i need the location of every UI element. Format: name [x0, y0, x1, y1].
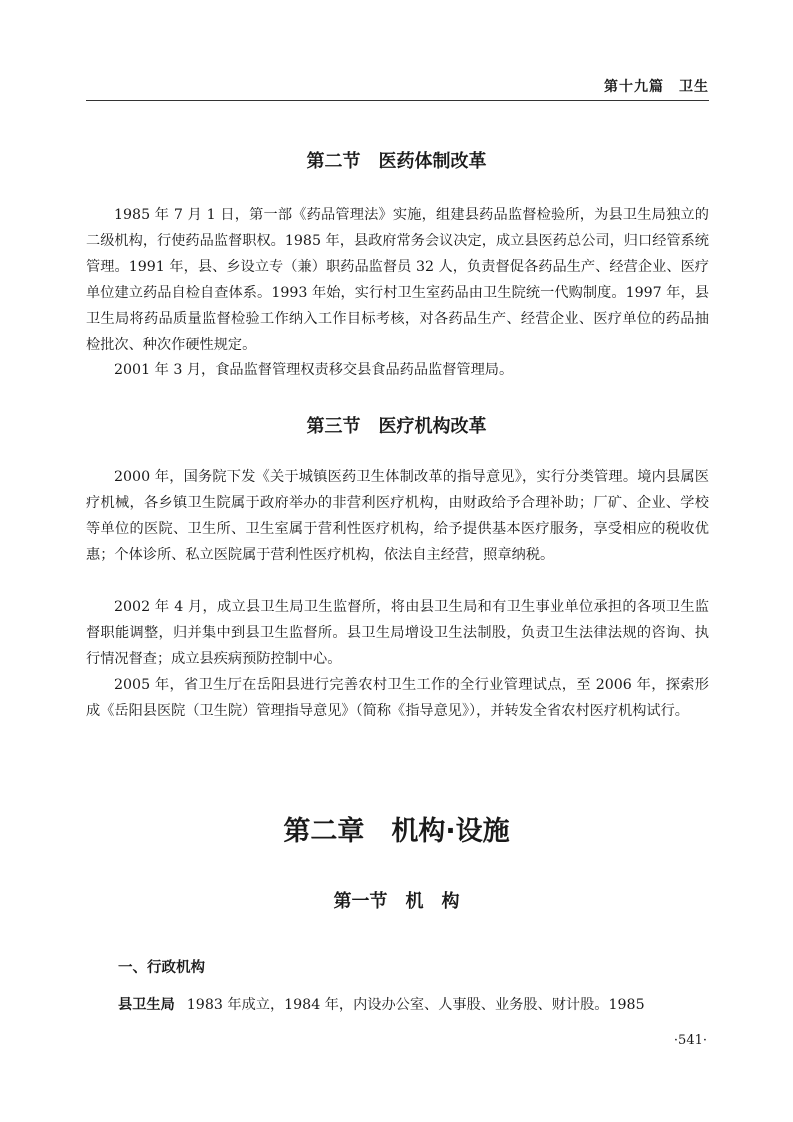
header-title: 第十九篇 卫生 [604, 79, 709, 95]
paragraph: 2002 年 4 月，成立县卫生局卫生监督所，将由县卫生局和有卫生事业单位承担的各项卫生监督职能调整，归并集中到县卫生监督所。县卫生局增设卫生法制股，负责卫生法律法规的咨询、执行情况督查；成立县疾病预防控制中心。 [86, 599, 709, 667]
paragraph: 2005 年，省卫生厅在岳阳县进行完善农村卫生工作的全行业管理试点，至 2006 年，探索形成《岳阳县医院（卫生院）管理指导意见》（简称《指导意见》），并转发全省农村医疗机构试行。 [86, 677, 709, 719]
lead-label: 县卫生局 [118, 997, 175, 1013]
page-number: ·541· [673, 1033, 707, 1048]
running-header [86, 72, 709, 101]
subheading: 一、行政机构 [118, 960, 205, 976]
section-title-3: 第三节 医疗机构改革 [306, 416, 487, 437]
paragraph: 1985 年 7 月 1 日，第一部《药品管理法》实施，组建县药品监督检验所，为县卫生局独立的二级机构，行使药品监督职权。1985 年，县政府常务会议决定，成立县医药总公司，归口经管系统管理。1991 年，县、乡设立专（兼）职药品监督员 32 人，负责督促各药品生产、经营企业、医疗单位建立药品自检自查体系。1993 年始，实行村卫生室药品由卫生院统一代购制度。1997 年，县卫生局将药品质量监督检验工作纳入工作目标考核，对各药品生产、经营企业、医疗单位的药品抽检批次、种次作硬性规定。 [86, 207, 709, 353]
lead-paragraph [86, 993, 709, 1019]
chapter-title: 第二章 机构·设施 [283, 816, 510, 847]
paragraph: 2000 年，国务院下发《关于城镇医药卫生体制改革的指导意见》，实行分类管理。境内县属医疗机械，各乡镇卫生院属于政府举办的非营利医疗机构，由财政给予合理补助；厂矿、企业、学校等单位的医院、卫生所、卫生室属于营利性医疗机构，给予提供基本医疗服务，享受相应的税收优惠；个体诊所、私立医院属于营利性医疗机构，依法自主经营，照章纳税。 [86, 469, 709, 563]
lead-text: 1983 年成立，1984 年，内设办公室、人事股、业务股、财计股。1985 [186, 997, 645, 1013]
section-title-1: 第一节 机 构 [333, 891, 460, 912]
section-title-2: 第二节 医药体制改革 [306, 151, 487, 172]
paragraph: 2001 年 3 月，食品监督管理权责移交县食品药品监督管理局。 [114, 362, 514, 378]
